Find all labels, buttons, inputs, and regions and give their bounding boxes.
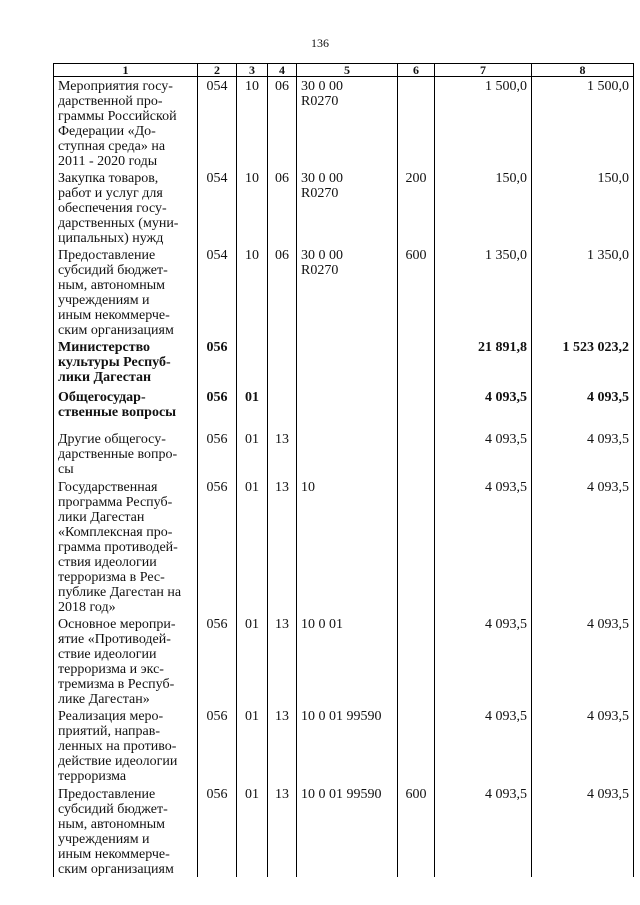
row-code-subsection [268,169,297,246]
row-code-expense-type [398,169,435,246]
row-amount-8 [532,478,634,615]
row-amount-8 [532,388,634,430]
row-code-grbs-text: 054 [206,171,228,186]
row-code-grbs-text: 056 [206,617,228,632]
row-code-target-text: 30 0 00 R0270 [301,79,343,109]
row-code-grbs [198,785,237,877]
row-code-subsection [268,388,297,430]
row-name-text: Основное меропри- ятие «Противодей- ствие идеологии терроризма и экс- тремизма в Респуб- лике Дагестан» [58,617,176,707]
row-name-text: Предоставление субсидий бюджет- ным, автономным учреждениям и иным некоммерче- ским организациям [58,787,174,877]
row-code-grbs-text: 054 [206,248,228,263]
table-row [54,615,634,707]
row-amount-8 [532,615,634,707]
row-code-subsection-text: 13 [275,709,289,724]
row-code-target [297,388,398,430]
row-amount-8-text: 150,0 [597,171,629,186]
table-body [54,77,634,878]
row-code-grbs-text: 056 [206,480,228,495]
row-code-subsection [268,707,297,785]
row-code-subsection-text: 06 [275,248,289,263]
table-row [54,338,634,388]
row-code-section-text: 10 [245,248,259,263]
row-code-section [237,707,268,785]
row-amount-7 [435,338,532,388]
row-code-grbs [198,169,237,246]
row-code-target-text: 30 0 00 R0270 [301,248,343,278]
row-code-section-text: 01 [245,617,259,632]
row-code-target [297,478,398,615]
row-code-section [237,338,268,388]
row-amount-7 [435,77,532,170]
table-row [54,707,634,785]
header-col-3: 3 [237,64,268,77]
row-amount-8-text: 1 523 023,2 [562,340,629,355]
header-col-4: 4 [268,64,297,77]
row-code-section-text: 01 [245,709,259,724]
row-code-section-text: 10 [245,79,259,94]
row-amount-8-text: 1 350,0 [587,248,629,263]
row-code-subsection [268,785,297,877]
row-code-subsection [268,430,297,478]
row-amount-8 [532,246,634,338]
row-code-target-text: 10 0 01 99590 [301,709,382,724]
row-name [54,707,198,785]
row-code-grbs-text: 056 [206,709,228,724]
row-code-subsection-text: 13 [275,787,289,802]
row-amount-7 [435,246,532,338]
row-amount-7 [435,785,532,877]
row-amount-7-text: 4 093,5 [485,480,527,495]
row-code-target [297,785,398,877]
row-code-target [297,169,398,246]
row-code-subsection [268,77,297,170]
row-amount-8 [532,430,634,478]
row-amount-8 [532,338,634,388]
row-code-section [237,430,268,478]
header-col-5: 5 [297,64,398,77]
row-code-section-text: 10 [245,171,259,186]
row-code-section-text: 01 [245,432,259,447]
row-code-expense-type-text: 200 [405,171,427,186]
row-code-section [237,785,268,877]
header-col-7: 7 [435,64,532,77]
table-row [54,478,634,615]
row-code-expense-type [398,785,435,877]
row-code-subsection [268,615,297,707]
row-code-grbs [198,478,237,615]
row-code-subsection [268,246,297,338]
row-code-expense-type [398,77,435,170]
row-amount-7 [435,169,532,246]
row-code-subsection-text: 06 [275,79,289,94]
header-col-1: 1 [54,64,198,77]
row-amount-7-text: 21 891,8 [478,340,527,355]
row-code-expense-type [398,615,435,707]
row-name [54,338,198,388]
row-amount-8 [532,77,634,170]
header-row [54,64,634,77]
row-code-subsection-text: 13 [275,617,289,632]
row-code-expense-type [398,430,435,478]
row-code-section-text: 01 [245,480,259,495]
table-row [54,169,634,246]
row-code-target [297,707,398,785]
row-name [54,246,198,338]
row-amount-7 [435,430,532,478]
row-name-text: Закупка товаров, работ и услуг для обеспечения госу- дарственных (муни- ципальных) нужд [58,171,179,246]
row-amount-8 [532,785,634,877]
row-amount-7 [435,388,532,430]
row-code-target-text: 30 0 00 R0270 [301,171,343,201]
row-code-grbs [198,388,237,430]
row-code-subsection-text: 13 [275,432,289,447]
row-code-section [237,246,268,338]
row-code-grbs-text: 056 [206,340,228,355]
row-code-target-text: 10 0 01 [301,617,343,632]
row-amount-7 [435,478,532,615]
row-name-text: Общегосудар- ственные вопросы [58,390,177,420]
row-amount-8 [532,169,634,246]
row-amount-8-text: 4 093,5 [587,480,629,495]
row-amount-8-text: 4 093,5 [587,617,629,632]
row-name [54,77,198,170]
row-code-target [297,615,398,707]
table-row [54,430,634,478]
row-code-grbs [198,77,237,170]
row-code-section [237,77,268,170]
row-amount-8-text: 4 093,5 [587,787,629,802]
row-name [54,615,198,707]
table-row [54,77,634,170]
row-name-text: Министерство культуры Респуб- лики Дагестан [58,340,171,385]
header-col-2: 2 [198,64,237,77]
row-code-grbs [198,430,237,478]
header-col-6: 6 [398,64,435,77]
budget-table [53,63,634,877]
row-code-target-text: 10 0 01 99590 [301,787,382,802]
row-amount-7-text: 4 093,5 [485,709,527,724]
header-col-8: 8 [532,64,634,77]
row-code-target [297,338,398,388]
row-code-target [297,246,398,338]
row-name-text: Государственная программа Респуб- лики Дагестан «Комплексная про- грамма противодей- ствия идеологии терроризма в Рес- публике Дагестан на 2018 год» [58,480,182,615]
row-name-text: Другие общегосу- дарственные вопро- сы [58,432,178,477]
row-amount-8-text: 4 093,5 [587,432,629,447]
row-amount-7-text: 4 093,5 [485,390,527,405]
row-name-text: Предоставление субсидий бюджет- ным, автономным учреждениям и иным некоммерче- ским организациям [58,248,174,338]
row-code-grbs-text: 054 [206,79,228,94]
row-code-expense-type-text: 600 [405,248,427,263]
row-amount-7-text: 150,0 [495,171,527,186]
row-code-section [237,615,268,707]
row-amount-7-text: 1 350,0 [485,248,527,263]
row-amount-7-text: 4 093,5 [485,432,527,447]
row-code-target [297,77,398,170]
row-code-grbs [198,615,237,707]
row-code-subsection [268,478,297,615]
row-amount-7-text: 1 500,0 [485,79,527,94]
row-name [54,169,198,246]
row-name [54,785,198,877]
row-amount-7-text: 4 093,5 [485,787,527,802]
row-name [54,478,198,615]
row-code-expense-type-text: 600 [405,787,427,802]
row-amount-8-text: 4 093,5 [587,390,629,405]
row-code-expense-type [398,478,435,615]
row-code-expense-type [398,338,435,388]
row-amount-7 [435,707,532,785]
row-code-section [237,388,268,430]
row-amount-8-text: 1 500,0 [587,79,629,94]
row-code-expense-type [398,388,435,430]
row-code-subsection [268,338,297,388]
table-row [54,246,634,338]
row-name [54,430,198,478]
page-number: 136 [311,36,329,50]
row-code-grbs-text: 056 [206,390,228,405]
row-amount-8 [532,707,634,785]
row-code-expense-type [398,246,435,338]
row-amount-7-text: 4 093,5 [485,617,527,632]
row-code-section-text: 01 [245,787,259,802]
row-code-grbs-text: 056 [206,787,228,802]
row-code-subsection-text: 13 [275,480,289,495]
row-code-grbs [198,338,237,388]
row-code-section-text: 01 [245,390,259,405]
row-code-subsection-text: 06 [275,171,289,186]
row-code-section [237,478,268,615]
row-amount-8-text: 4 093,5 [587,709,629,724]
row-name [54,388,198,430]
row-code-grbs [198,707,237,785]
row-name-text: Мероприятия госу- дарственной про- граммы Российской Федерации «До- ступная среда» на 2011 - 2020 годы [58,79,177,169]
table-row [54,388,634,430]
row-code-grbs-text: 056 [206,432,228,447]
row-code-target-text: 10 [301,480,315,495]
table-row [54,785,634,877]
row-amount-7 [435,615,532,707]
row-code-grbs [198,246,237,338]
row-code-expense-type [398,707,435,785]
row-code-section [237,169,268,246]
row-code-target [297,430,398,478]
row-name-text: Реализация меро- приятий, направ- ленных на противо- действие идеологии терроризма [58,709,178,784]
